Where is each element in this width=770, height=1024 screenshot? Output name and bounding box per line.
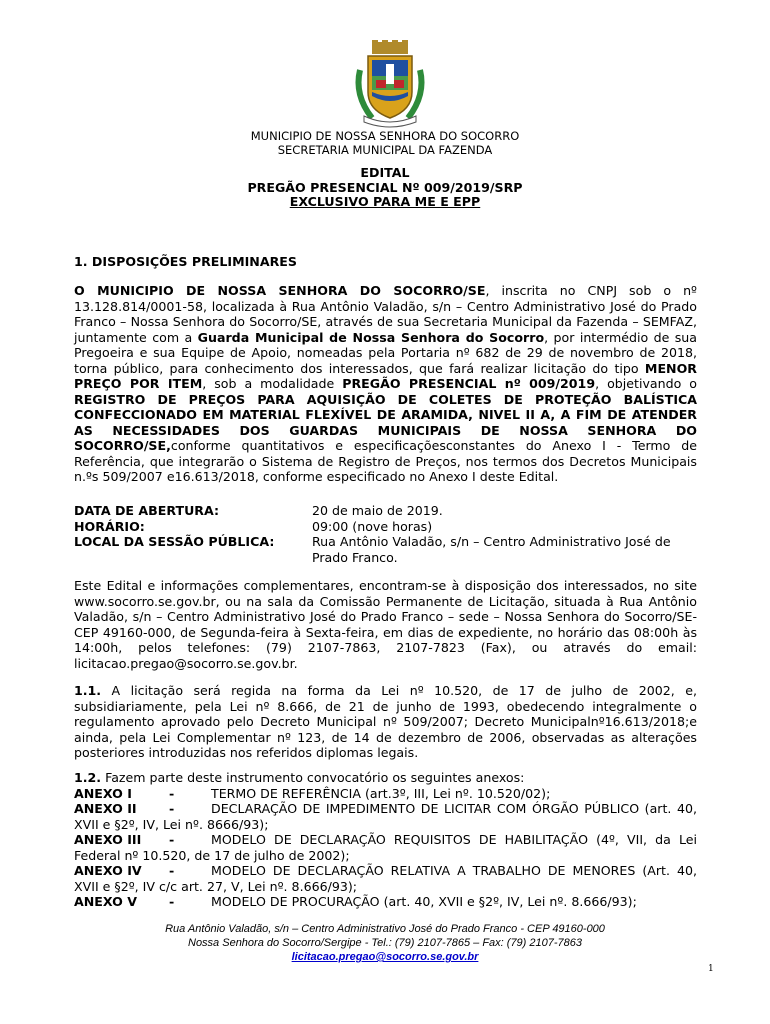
annex-item: [74, 894, 697, 910]
item-number: 1.1.: [74, 683, 102, 698]
annex-item: [74, 863, 697, 894]
place-value: Rua Antônio Valadão, s/n – Centro Administrativo José de Prado Franco.: [312, 534, 671, 565]
page-footer: [0, 922, 770, 964]
time-row: [74, 519, 697, 535]
pregao-title: PREGÃO PRESENCIAL Nº 009/2019/SRP: [247, 179, 523, 195]
info-paragraph: Este Edital e informações complementares, encontram-se à disposição dos interessados, no site www.socorro.se.gov.br, ou na sala da Comissão Permanente de Licitação, situada à Rua Antônio Valadão, s/n – Centro Administrativo José do Prado Franco – sede – Nossa Senhora do Socorro/SE- CEP 49160-000, de Segunda-feira à Sexta-feira, em dias de expediente, no horário das 08:00h às 14:00h, pelos telefones: (79) 2107-7863, 2107-7823 (Fax), ou através do email: licitacao.pregao@socorro.se.gov.br.: [74, 578, 697, 671]
preliminary-paragraph: [74, 283, 697, 485]
paragraph-text: , por intermédio de sua Pregoeira e sua Equipe de Apoio, nomeadas pela Portaria nº 682 de 29 de novembro de 2018, torna público, para conhecimento dos interessados, que fará realizar licitação do tipo: [74, 329, 697, 376]
footer-contact: Nossa Senhora do Socorro/Sergipe - Tel.: (79) 2107-7865 – Fax: (79) 2107-7863: [188, 937, 582, 949]
object-bold: REGISTRO DE PREÇOS PARA AQUISIÇÃO DE COLETES DE PROTEÇÃO BALÍSTICA CONFECCIONADO EM MATERIAL FLEXÍVEL DE ARAMIDA, NIVEL II A, A FIM DE ATENDER AS NECESSIDADES DOS GUARDAS MUNICIPAIS DE NOSSA SENHORA DO SOCORRO/SE,: [74, 391, 697, 453]
item-1-1: [74, 683, 697, 761]
paragraph-text: , objetivando o: [595, 376, 697, 391]
annex-item: [74, 801, 697, 832]
annex-text: DECLARAÇÃO DE IMPEDIMENTO DE LICITAR COM ÓRGÃO PÚBLICO (art. 40, XVII e §2º, IV, Lei nº. 8666/93);: [74, 801, 697, 832]
document-titles: [0, 166, 770, 210]
annex-code: ANEXO II: [74, 801, 137, 816]
opening-date-value: 20 de maio de 2019.: [312, 503, 443, 518]
annex-code: ANEXO IV: [74, 863, 142, 878]
opening-date-label: DATA DE ABERTURA:: [74, 503, 220, 518]
footer-email-link[interactable]: licitacao.pregao@socorro.se.gov.br: [291, 951, 479, 963]
paragraph-text: conforme quantitativos e especificaçõesconstantes do Anexo I - Termo de Referência, que integrarão o Sistema de Registro de Preços, nos termos dos Decretos Municipais n.ºs 509/2007 e16.613/2018, conforme especificado no Anexo I deste Edital.: [74, 438, 697, 484]
session-details: [74, 503, 697, 565]
page-number: 1: [708, 964, 714, 974]
annex-code: ANEXO I: [74, 785, 132, 801]
item-number: 1.2.: [74, 770, 102, 785]
annex-list: [74, 786, 697, 910]
annex-code: ANEXO V: [74, 894, 137, 909]
municipality-name: MUNICIPIO DE NOSSA SENHORA DO SOCORRO: [250, 129, 520, 143]
paragraph-text: , sob a modalidade: [202, 376, 343, 391]
institution-header: [0, 129, 770, 157]
annex-dash: -: [169, 785, 175, 801]
exclusivo-subtitle: EXCLUSIVO PARA ME E EPP: [289, 194, 481, 209]
time-value: 09:00 (nove horas): [312, 518, 433, 534]
annex-text: MODELO DE PROCURAÇÃO (art. 40, XVII e §2º, IV, Lei nº. 8.666/93);: [211, 894, 637, 909]
section-heading: 1. DISPOSIÇÕES PRELIMINARES: [74, 254, 297, 269]
annex-item: [74, 786, 697, 802]
place-row: [74, 534, 697, 565]
municipal-coat-of-arms-icon: [350, 40, 430, 130]
bid-type-bold: MENOR PREÇO POR ITEM: [74, 360, 697, 391]
annex-dash: -: [169, 863, 175, 878]
place-label: LOCAL DA SESSÃO PÚBLICA:: [74, 534, 275, 549]
paragraph-text: , inscrita no CNPJ sob o nº 13.128.814/0001-58, localizada à Rua Antônio Valadão, s/n – Centro Administrativo José do Prado Franco – Nossa Senhora do Socorro/SE, através de sua Secretaria Municipal da Fazenda – SEMFAZ, juntamente com a: [74, 283, 697, 345]
annex-dash: -: [169, 801, 175, 816]
annex-text: MODELO DE DECLARAÇÃO RELATIVA A TRABALHO DE MENORES (Art. 40, XVII e §2º, IV c/c art. 27, V, Lei nº. 8.666/93);: [74, 863, 697, 894]
annex-text: TERMO DE REFERÊNCIA (art.3º, III, Lei nº. 10.520/02);: [211, 785, 551, 801]
municipality-bold: O MUNICIPIO DE NOSSA SENHORA DO SOCORRO/SE: [74, 283, 486, 298]
secretariat-name: SECRETARIA MUNICIPAL DA FAZENDA: [277, 143, 493, 157]
item-text: A licitação será regida na forma da Lei nº 10.520, de 17 de julho de 2002, e, subsidiariamente, pela Lei nº 8.666, de 21 de junho de 1993, obedecendo integralmente o regulamento aprovado pelo Decreto Municipal nº 509/2007; Decreto Municipalnº16.613/2018;e ainda, pela Lei Complementar nº 123, de 14 de dezembro de 2006, observadas as alterações posteriores introduzidas nos referidos diplomas legais.: [74, 683, 697, 760]
modality-bold: PREGÃO PRESENCIAL nº 009/2019: [342, 376, 596, 391]
annex-dash: -: [169, 832, 175, 847]
item-text: Fazem parte deste instrumento convocatório os seguintes anexos:: [101, 770, 525, 785]
annex-text: MODELO DE DECLARAÇÃO REQUISITOS DE HABILITAÇÃO (4º, VII, da Lei Federal nº 10.520, de 17 de julho de 2002);: [74, 832, 697, 863]
item-1-2-intro: [74, 770, 697, 786]
annex-code: ANEXO III: [74, 832, 142, 847]
footer-address: Rua Antônio Valadão, s/n – Centro Administrativo José do Prado Franco - CEP 49160-000: [165, 923, 605, 935]
edital-title: EDITAL: [360, 165, 410, 180]
opening-date-row: [74, 503, 697, 519]
time-label: HORÁRIO:: [74, 518, 145, 534]
annex-item: [74, 832, 697, 863]
item-1-2: [74, 770, 697, 910]
guard-bold: Guarda Municipal de Nossa Senhora do Socorro: [197, 329, 545, 345]
annex-dash: -: [169, 894, 175, 909]
